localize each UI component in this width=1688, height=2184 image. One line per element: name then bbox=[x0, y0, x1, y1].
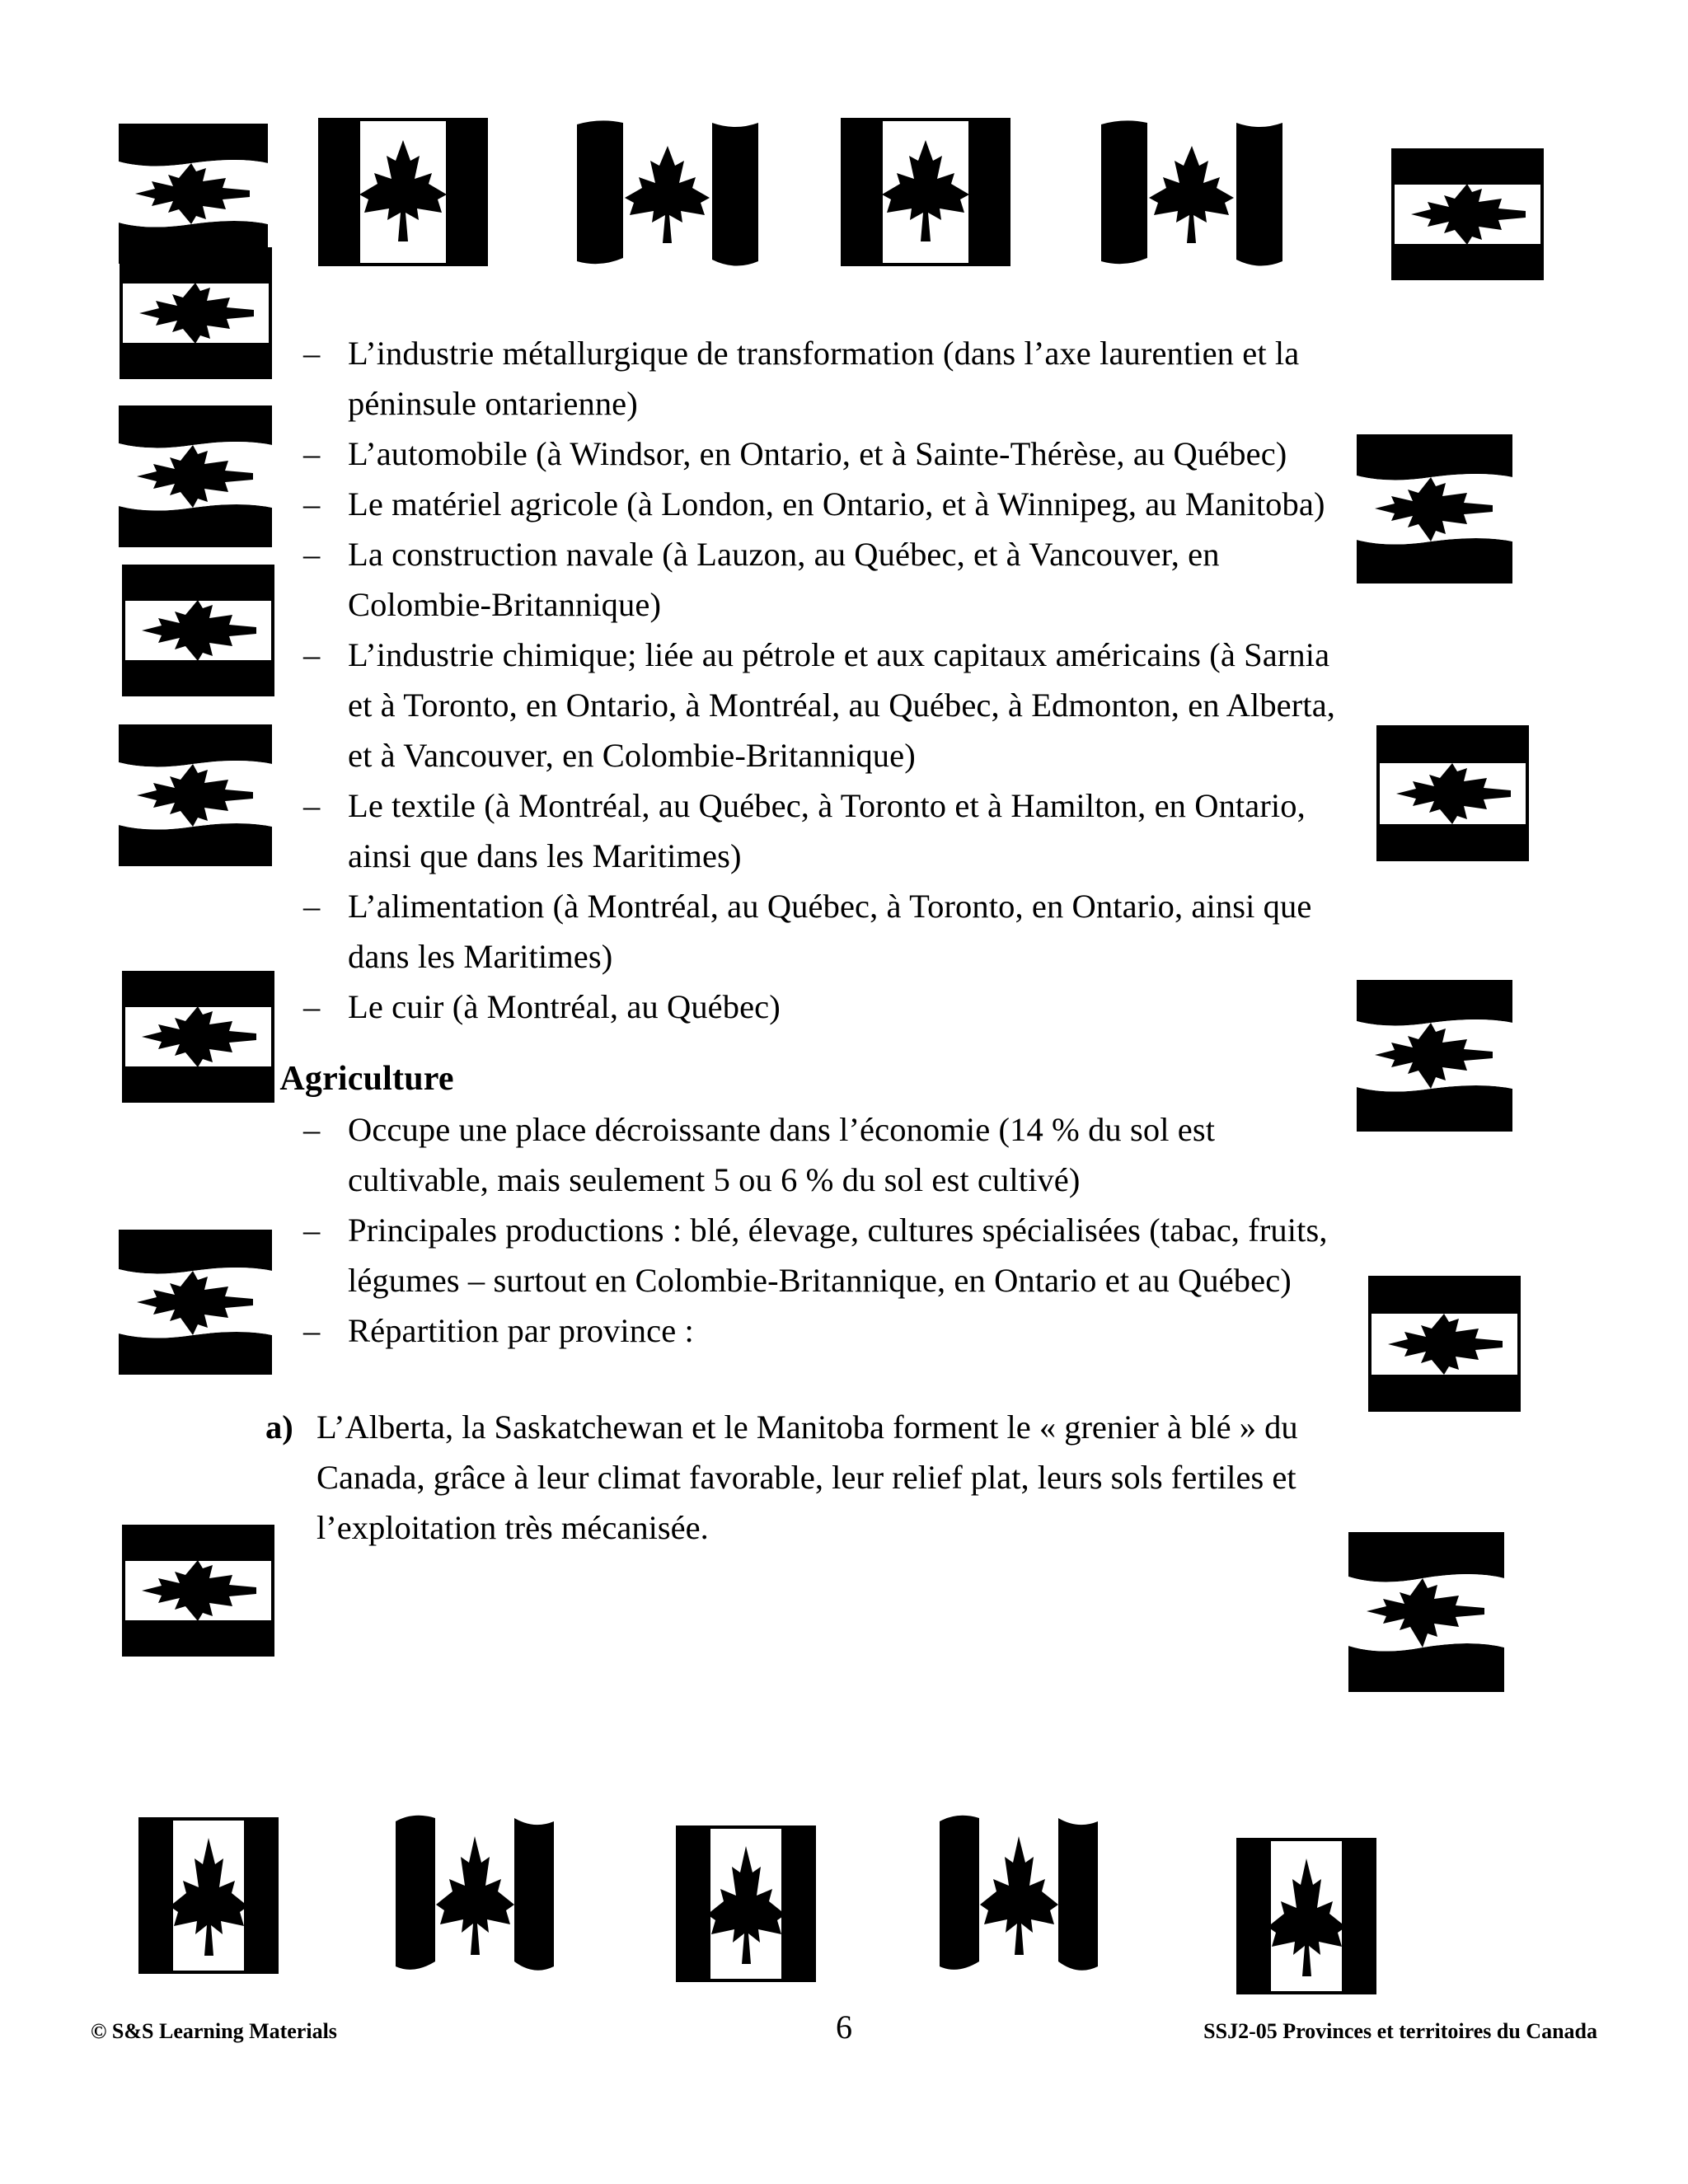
canada-flag-icon bbox=[940, 1811, 1098, 1976]
bullet-dash: – bbox=[303, 888, 321, 925]
list-item-text: Occupe une place décroissante dans l’économie (14 % du sol est cultivable, mais seulement 5 ou 6 % du sol est cultivé) bbox=[348, 1111, 1216, 1198]
list-item-text: Le cuir (à Montréal, au Québec) bbox=[348, 988, 781, 1025]
list-item bbox=[297, 529, 1339, 630]
page-number: 6 bbox=[836, 2008, 852, 2046]
bullet-dash: – bbox=[303, 435, 321, 472]
canada-flag-icon bbox=[122, 1525, 274, 1657]
canada-flag-icon bbox=[1352, 977, 1512, 1133]
list-item-text: L’Alberta, la Saskatchewan et le Manitoba forment le « grenier à blé » du Canada, grâce à leur climat favorable, leur relief plat, leurs sols fertiles et l’exploitation très mécanisée. bbox=[316, 1408, 1298, 1546]
list-item bbox=[297, 1205, 1339, 1305]
bullet-dash: – bbox=[303, 988, 321, 1025]
list-item-marker: a) bbox=[265, 1408, 293, 1446]
canada-flag-icon bbox=[318, 118, 488, 266]
canada-flag-icon bbox=[115, 404, 272, 548]
list-item bbox=[297, 1104, 1339, 1205]
canada-flag-icon bbox=[115, 124, 268, 264]
bullet-dash: – bbox=[303, 787, 321, 824]
canada-flag-icon bbox=[115, 1228, 272, 1376]
canada-flag-icon bbox=[122, 565, 274, 696]
section-title: Agriculture bbox=[279, 1060, 454, 1098]
bullet-dash: – bbox=[303, 1312, 321, 1349]
canada-flag-icon bbox=[1343, 1529, 1504, 1694]
bullet-dash: – bbox=[303, 636, 321, 673]
list-item bbox=[297, 982, 1339, 1032]
list-item-text: La construction navale (à Lauzon, au Québec, et à Vancouver, en Colombie-Britannique) bbox=[348, 536, 1220, 623]
list-item-text: Le matériel agricole (à London, en Ontario, et à Winnipeg, au Manitoba) bbox=[348, 485, 1325, 523]
list-item bbox=[297, 429, 1339, 479]
industry-list bbox=[297, 328, 1339, 1032]
canada-flag-icon bbox=[577, 118, 758, 273]
list-item bbox=[297, 1305, 1339, 1356]
list-item-text: L’alimentation (à Montréal, au Québec, à Toronto, en Ontario, ainsi que dans les Maritimes) bbox=[348, 888, 1312, 975]
lettered-list bbox=[265, 1402, 1339, 1553]
canada-flag-icon bbox=[396, 1811, 554, 1976]
section-heading-agriculture bbox=[218, 1054, 1339, 1104]
canada-flag-icon bbox=[1236, 1838, 1376, 1994]
list-item-text: Répartition par province : bbox=[348, 1312, 694, 1349]
list-item-text: L’automobile (à Windsor, en Ontario, et à Sainte-Thérèse, au Québec) bbox=[348, 435, 1287, 472]
list-item bbox=[265, 1402, 1339, 1553]
list-item bbox=[297, 479, 1339, 529]
canada-flag-icon bbox=[1352, 433, 1512, 585]
list-item bbox=[297, 328, 1339, 429]
bullet-dash: – bbox=[303, 536, 321, 573]
list-item bbox=[297, 881, 1339, 982]
footer-reference: SSJ2-05 Provinces et territoires du Canada bbox=[1203, 2019, 1597, 2043]
footer-copyright: © S&S Learning Materials bbox=[91, 2019, 337, 2043]
section-numeral: III. bbox=[218, 1060, 269, 1098]
canada-flag-icon bbox=[1376, 725, 1529, 861]
canada-flag-icon bbox=[1391, 148, 1544, 280]
canada-flag-icon bbox=[120, 247, 272, 379]
canada-flag-icon bbox=[1368, 1276, 1521, 1412]
page-footer bbox=[91, 2008, 1597, 2050]
canada-flag-icon bbox=[115, 723, 272, 867]
list-item-text: L’industrie chimique; liée au pétrole et aux capitaux américains (à Sarnia et à Toronto, en Ontario, à Montréal, au Québec, à Edmonton, en Alberta, et à Vancouver, en Colombie-Britannique) bbox=[348, 636, 1335, 774]
bullet-dash: – bbox=[303, 1111, 321, 1148]
bullet-dash: – bbox=[303, 335, 321, 372]
list-item-text: Principales productions : blé, élevage, cultures spécialisées (tabac, fruits, légumes – surtout en Colombie-Britannique, en Ontario et au Québec) bbox=[348, 1212, 1328, 1299]
list-item-text: L’industrie métallurgique de transformation (dans l’axe laurentien et la péninsule ontarienne) bbox=[348, 335, 1300, 422]
canada-flag-icon bbox=[1101, 118, 1282, 273]
main-content bbox=[218, 328, 1339, 1553]
bullet-dash: – bbox=[303, 1212, 321, 1249]
canada-flag-icon bbox=[841, 118, 1010, 266]
canada-flag-icon bbox=[676, 1825, 816, 1982]
list-item bbox=[297, 780, 1339, 881]
canada-flag-icon bbox=[138, 1817, 279, 1974]
list-item-text: Le textile (à Montréal, au Québec, à Toronto et à Hamilton, en Ontario, ainsi que dans les Maritimes) bbox=[348, 787, 1306, 874]
bullet-dash: – bbox=[303, 485, 321, 523]
list-item bbox=[297, 630, 1339, 780]
agriculture-list bbox=[297, 1104, 1339, 1356]
